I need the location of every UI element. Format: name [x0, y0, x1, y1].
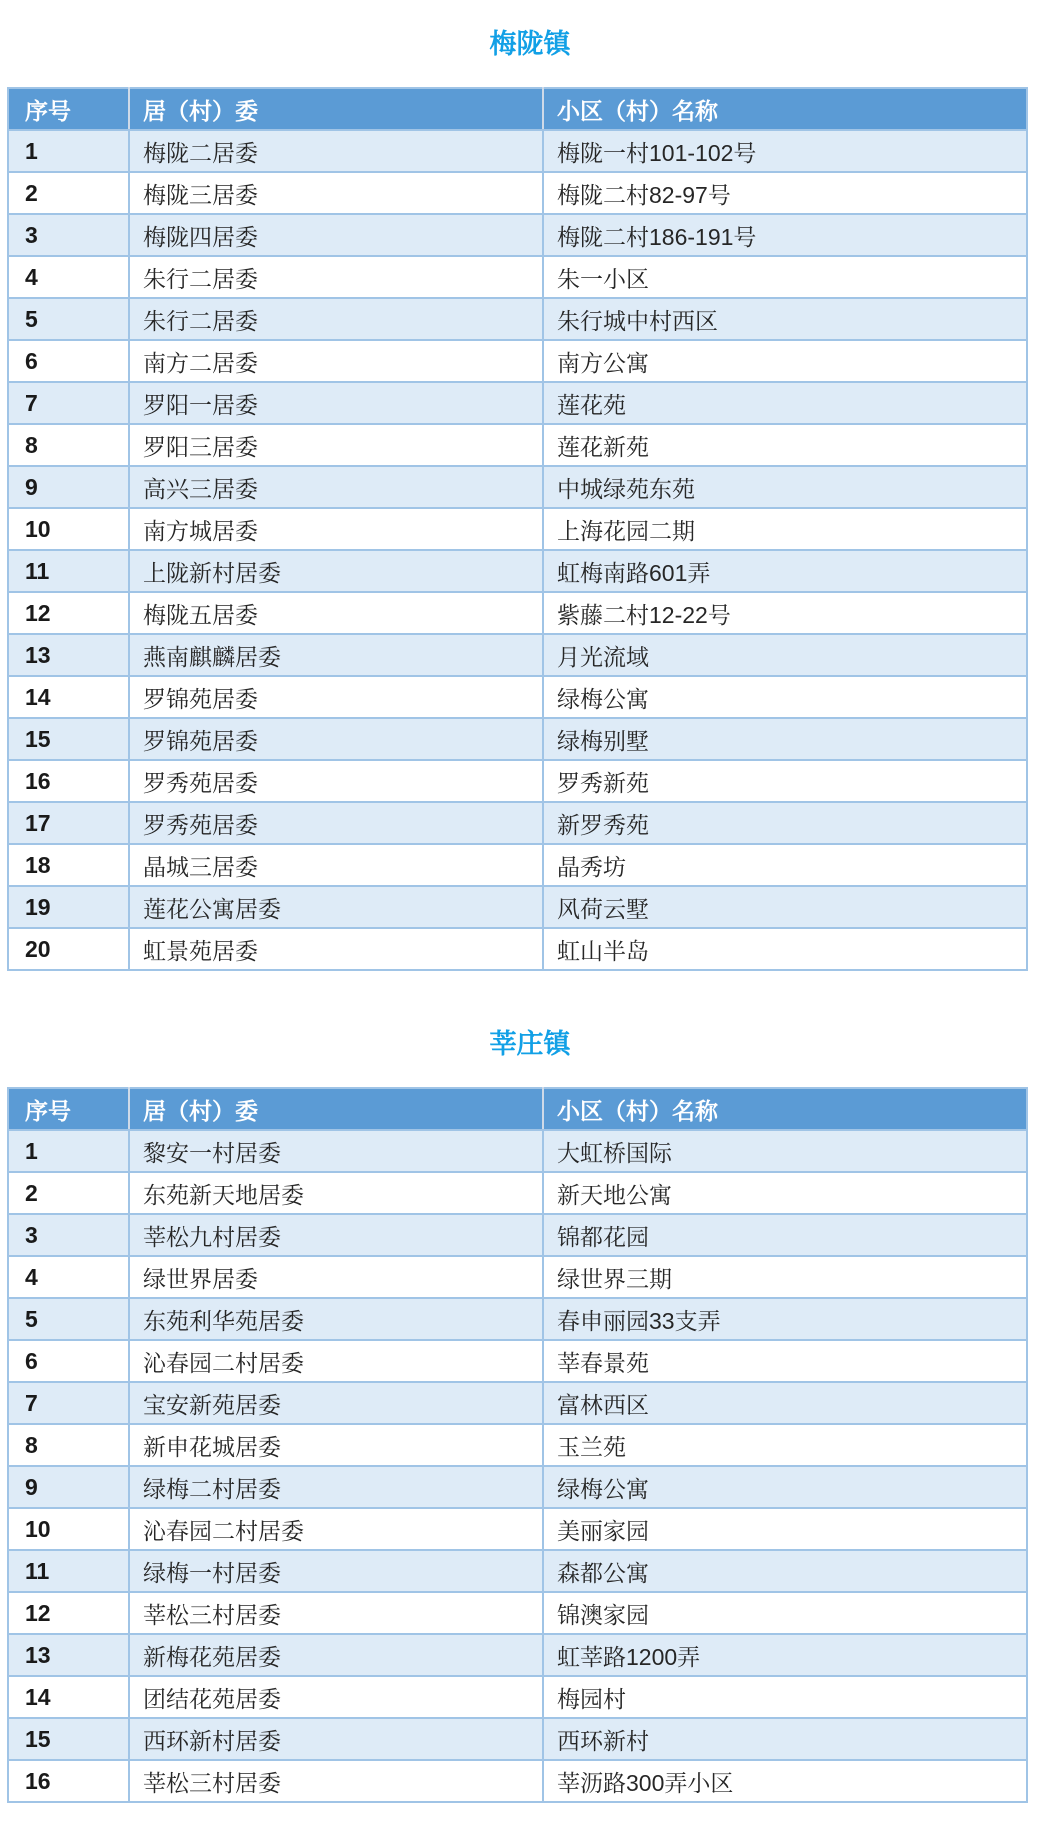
row-index-cell: 4	[8, 256, 129, 298]
committee-cell: 罗秀苑居委	[129, 760, 543, 802]
table-row	[8, 550, 1027, 592]
row-index-cell: 15	[8, 1718, 129, 1760]
row-index-cell: 13	[8, 1634, 129, 1676]
row-index-cell: 1	[8, 130, 129, 172]
community-cell: 莲花新苑	[543, 424, 1027, 466]
row-index-cell: 15	[8, 718, 129, 760]
row-index-cell: 17	[8, 802, 129, 844]
row-index-cell: 18	[8, 844, 129, 886]
row-index-cell: 13	[8, 634, 129, 676]
table-row	[8, 340, 1027, 382]
row-index-cell: 11	[8, 1550, 129, 1592]
community-cell: 紫藤二村12-22号	[543, 592, 1027, 634]
committee-cell: 梅陇四居委	[129, 214, 543, 256]
table-row	[8, 382, 1027, 424]
committee-cell: 梅陇二居委	[129, 130, 543, 172]
committee-cell: 西环新村居委	[129, 1718, 543, 1760]
table-row	[8, 676, 1027, 718]
committee-cell: 燕南麒麟居委	[129, 634, 543, 676]
committee-cell: 南方二居委	[129, 340, 543, 382]
committee-cell: 罗秀苑居委	[129, 802, 543, 844]
community-cell: 大虹桥国际	[543, 1130, 1027, 1172]
committee-cell: 绿梅一村居委	[129, 1550, 543, 1592]
community-cell: 绿梅别墅	[543, 718, 1027, 760]
community-cell: 虹莘路1200弄	[543, 1634, 1027, 1676]
committee-cell: 朱行二居委	[129, 256, 543, 298]
table-row	[8, 1298, 1027, 1340]
committee-cell: 梅陇三居委	[129, 172, 543, 214]
section-meilong-town	[0, 27, 1060, 971]
table-row	[8, 1424, 1027, 1466]
row-index-cell: 20	[8, 928, 129, 970]
table-row	[8, 928, 1027, 970]
community-cell: 梅园村	[543, 1676, 1027, 1718]
committee-cell: 宝安新苑居委	[129, 1382, 543, 1424]
column-header-0: 序号	[8, 1088, 129, 1130]
page	[0, 27, 1060, 1803]
community-cell: 莘春景苑	[543, 1340, 1027, 1382]
table-row	[8, 172, 1027, 214]
table-row	[8, 1718, 1027, 1760]
committee-cell: 莲花公寓居委	[129, 886, 543, 928]
committee-cell: 罗阳一居委	[129, 382, 543, 424]
community-cell: 绿梅公寓	[543, 676, 1027, 718]
row-index-cell: 2	[8, 172, 129, 214]
committee-cell: 晶城三居委	[129, 844, 543, 886]
committee-cell: 罗阳三居委	[129, 424, 543, 466]
community-table-xinzhuang	[7, 1087, 1028, 1803]
row-index-cell: 10	[8, 1508, 129, 1550]
community-cell: 风荷云墅	[543, 886, 1027, 928]
community-cell: 中城绿苑东苑	[543, 466, 1027, 508]
row-index-cell: 16	[8, 760, 129, 802]
committee-cell: 南方城居委	[129, 508, 543, 550]
table-row	[8, 634, 1027, 676]
community-cell: 西环新村	[543, 1718, 1027, 1760]
table-row	[8, 214, 1027, 256]
row-index-cell: 12	[8, 592, 129, 634]
row-index-cell: 6	[8, 340, 129, 382]
row-index-cell: 6	[8, 1340, 129, 1382]
committee-cell: 沁春园二村居委	[129, 1340, 543, 1382]
row-index-cell: 16	[8, 1760, 129, 1802]
community-cell: 锦澳家园	[543, 1592, 1027, 1634]
community-cell: 虹山半岛	[543, 928, 1027, 970]
table-row	[8, 1130, 1027, 1172]
community-cell: 朱行城中村西区	[543, 298, 1027, 340]
table-row	[8, 1550, 1027, 1592]
committee-cell: 罗锦苑居委	[129, 718, 543, 760]
column-header-2: 小区（村）名称	[543, 88, 1027, 130]
community-cell: 美丽家园	[543, 1508, 1027, 1550]
row-index-cell: 9	[8, 466, 129, 508]
row-index-cell: 2	[8, 1172, 129, 1214]
table-row	[8, 760, 1027, 802]
community-cell: 春申丽园33支弄	[543, 1298, 1027, 1340]
row-index-cell: 4	[8, 1256, 129, 1298]
table-row	[8, 508, 1027, 550]
committee-cell: 新申花城居委	[129, 1424, 543, 1466]
row-index-cell: 12	[8, 1592, 129, 1634]
table-row	[8, 802, 1027, 844]
community-cell: 富林西区	[543, 1382, 1027, 1424]
table-row	[8, 424, 1027, 466]
row-index-cell: 5	[8, 298, 129, 340]
community-cell: 梅陇二村186-191号	[543, 214, 1027, 256]
table-row	[8, 1508, 1027, 1550]
committee-cell: 团结花苑居委	[129, 1676, 543, 1718]
committee-cell: 上陇新村居委	[129, 550, 543, 592]
table-row	[8, 1634, 1027, 1676]
row-index-cell: 5	[8, 1298, 129, 1340]
table-row	[8, 466, 1027, 508]
header-row	[8, 88, 1027, 130]
column-header-1: 居（村）委	[129, 1088, 543, 1130]
row-index-cell: 14	[8, 1676, 129, 1718]
committee-cell: 莘松三村居委	[129, 1592, 543, 1634]
committee-cell: 罗锦苑居委	[129, 676, 543, 718]
table-row	[8, 886, 1027, 928]
header-row	[8, 1088, 1027, 1130]
table-row	[8, 1466, 1027, 1508]
row-index-cell: 8	[8, 1424, 129, 1466]
row-index-cell: 14	[8, 676, 129, 718]
column-header-2: 小区（村）名称	[543, 1088, 1027, 1130]
table-row	[8, 130, 1027, 172]
committee-cell: 新梅花苑居委	[129, 1634, 543, 1676]
community-cell: 新罗秀苑	[543, 802, 1027, 844]
column-header-1: 居（村）委	[129, 88, 543, 130]
committee-cell: 高兴三居委	[129, 466, 543, 508]
community-cell: 梅陇二村82-97号	[543, 172, 1027, 214]
community-cell: 南方公寓	[543, 340, 1027, 382]
committee-cell: 东苑利华苑居委	[129, 1298, 543, 1340]
row-index-cell: 3	[8, 1214, 129, 1256]
committee-cell: 绿梅二村居委	[129, 1466, 543, 1508]
committee-cell: 梅陇五居委	[129, 592, 543, 634]
row-index-cell: 1	[8, 1130, 129, 1172]
section-xinzhuang-town	[0, 1027, 1060, 1803]
table-row	[8, 298, 1027, 340]
committee-cell: 莘松三村居委	[129, 1760, 543, 1802]
committee-cell: 绿世界居委	[129, 1256, 543, 1298]
column-header-0: 序号	[8, 88, 129, 130]
table-row	[8, 718, 1027, 760]
community-cell: 罗秀新苑	[543, 760, 1027, 802]
committee-cell: 黎安一村居委	[129, 1130, 543, 1172]
committee-cell: 沁春园二村居委	[129, 1508, 543, 1550]
committee-cell: 莘松九村居委	[129, 1214, 543, 1256]
row-index-cell: 7	[8, 1382, 129, 1424]
row-index-cell: 9	[8, 1466, 129, 1508]
table-row	[8, 844, 1027, 886]
community-cell: 绿世界三期	[543, 1256, 1027, 1298]
row-index-cell: 11	[8, 550, 129, 592]
table-row	[8, 1214, 1027, 1256]
row-index-cell: 10	[8, 508, 129, 550]
table-row	[8, 1676, 1027, 1718]
community-cell: 莲花苑	[543, 382, 1027, 424]
table-row	[8, 1760, 1027, 1802]
community-cell: 玉兰苑	[543, 1424, 1027, 1466]
table-row	[8, 592, 1027, 634]
table-row	[8, 256, 1027, 298]
table-row	[8, 1256, 1027, 1298]
committee-cell: 东苑新天地居委	[129, 1172, 543, 1214]
row-index-cell: 3	[8, 214, 129, 256]
community-cell: 新天地公寓	[543, 1172, 1027, 1214]
row-index-cell: 7	[8, 382, 129, 424]
community-cell: 朱一小区	[543, 256, 1027, 298]
table-row	[8, 1340, 1027, 1382]
section-title-xinzhuang: 莘庄镇	[489, 1029, 571, 1059]
committee-cell: 虹景苑居委	[129, 928, 543, 970]
table-row	[8, 1172, 1027, 1214]
community-cell: 晶秀坊	[543, 844, 1027, 886]
committee-cell: 朱行二居委	[129, 298, 543, 340]
community-cell: 虹梅南路601弄	[543, 550, 1027, 592]
community-cell: 梅陇一村101-102号	[543, 130, 1027, 172]
community-cell: 绿梅公寓	[543, 1466, 1027, 1508]
table-row	[8, 1592, 1027, 1634]
row-index-cell: 8	[8, 424, 129, 466]
community-cell: 上海花园二期	[543, 508, 1027, 550]
table-row	[8, 1382, 1027, 1424]
section-title-meilong: 梅陇镇	[489, 29, 571, 59]
community-table-meilong	[7, 87, 1028, 971]
row-index-cell: 19	[8, 886, 129, 928]
community-cell: 莘沥路300弄小区	[543, 1760, 1027, 1802]
community-cell: 森都公寓	[543, 1550, 1027, 1592]
community-cell: 锦都花园	[543, 1214, 1027, 1256]
community-cell: 月光流域	[543, 634, 1027, 676]
